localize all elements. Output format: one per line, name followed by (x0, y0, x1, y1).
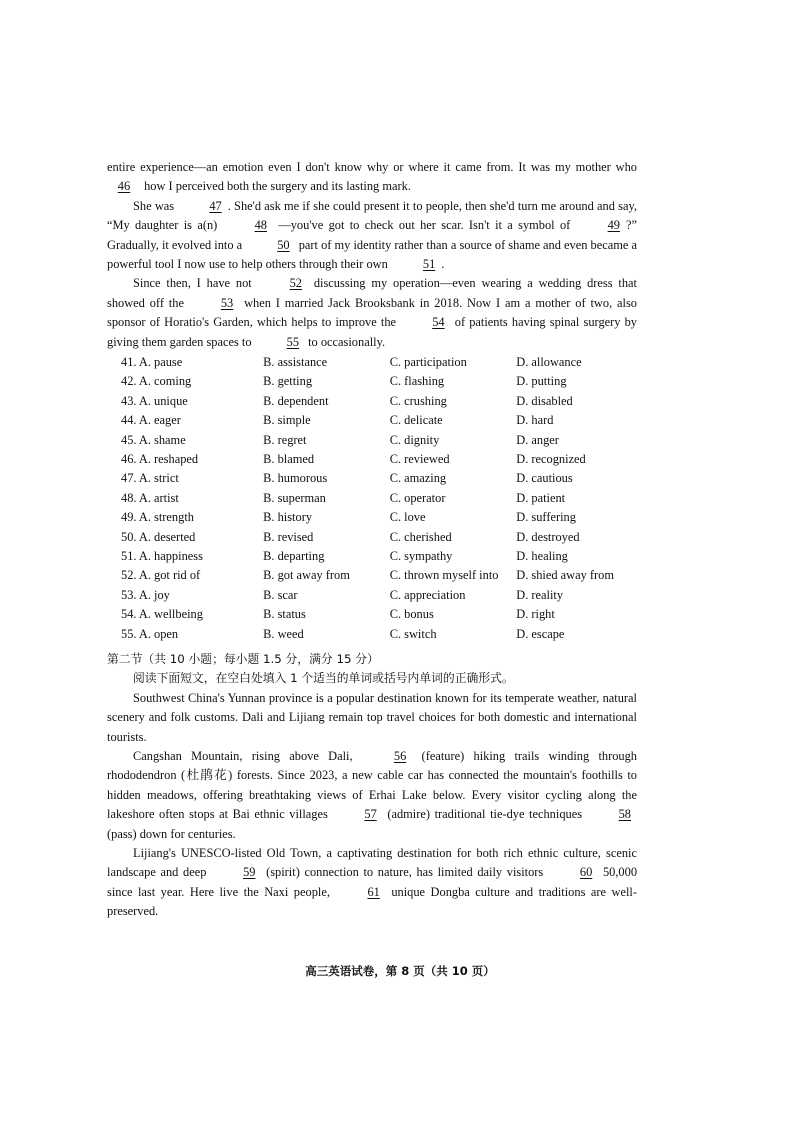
option-row (121, 372, 637, 391)
answer-blank: 56 (393, 748, 407, 763)
page-content (107, 158, 637, 922)
option-d: D. putting (516, 374, 567, 389)
option-row (121, 547, 637, 566)
option-b: B. scar (263, 587, 298, 602)
option-row (121, 605, 637, 624)
option-a: 51. A. happiness (121, 548, 203, 563)
answer-blank: 60 (579, 865, 593, 880)
answer-blank: 47 (209, 198, 222, 213)
option-a: 53. A. joy (121, 587, 170, 602)
option-row (121, 469, 637, 488)
answer-blank: 52 (289, 276, 302, 291)
option-c: C. dignity (389, 432, 440, 447)
option-c: C. appreciation (389, 587, 466, 602)
option-b: B. weed (263, 626, 304, 641)
option-row (121, 625, 637, 644)
option-a: 52. A. got rid of (121, 568, 201, 583)
option-d: D. suffering (516, 510, 576, 525)
option-b: B. regret (263, 432, 307, 447)
option-row (121, 586, 637, 605)
answer-blank: 51 (422, 257, 436, 272)
option-b: B. revised (263, 529, 314, 544)
passage-paragraph: Cangshan Mountain, rising above Dali, 56 (feature) hiking trails winding through rhododendron (杜鹃花) forests. Since 2023, a new cable car has connected the mountain's foothills to hidden meadows, offering breathtaking views of Erhai Lake below. Every visitor cycling along the lakeshore often stops at Bai ethnic villages 57 (admire) traditional tie-dye techniques 58 (pass) down for centuries. (107, 748, 637, 841)
passage-paragraph: Lijiang's UNESCO-listed Old Town, a captivating destination for both rich ethnic culture, scenic landscape and deep 59 (spirit) connection to nature, has limited daily visitors 60 50,000 since last year. Here live the Naxi people, 61 unique Dongba culture and traditions are well-preserved. (107, 845, 638, 919)
passage-paragraph: entire experience—an emotion even I don't know why or where it came from. It was my mother who 46 how I perceived both the surgery and its lasting mark. (107, 158, 637, 197)
option-c: C. flashing (389, 374, 445, 389)
options-table (121, 353, 637, 644)
option-d: D. shied away from (516, 568, 614, 583)
option-d: D. recognized (516, 452, 586, 467)
option-b: B. getting (263, 374, 313, 389)
option-d: D. hard (516, 413, 554, 428)
option-b: B. dependent (263, 393, 329, 408)
option-c: C. thrown myself into (389, 568, 499, 583)
option-row (121, 508, 637, 527)
option-b: B. humorous (263, 471, 328, 486)
passage-paragraph: Since then, I have not 52 discussing my operation—even wearing a wedding dress that showed off the 53 when I married Jack Brooksbank in 2018. Now I am a mother of two, also sponsor of Horatio's Garden, which helps to improve the 54 of patients having spinal surgery by giving them garden spaces to 55 to occasionally. (107, 274, 637, 352)
option-a: 46. A. reshaped (121, 452, 199, 467)
section-instruction: 阅读下面短文，在空白处填入 1 个适当的单词或括号内单词的正确形式。 (133, 671, 514, 686)
passage-paragraph: Southwest China's Yunnan province is a popular destination known for its temperate weather, natural scenery and folk customs. Dali and Lijiang remain top travel choices for both domestic and international tourists. (107, 690, 637, 744)
option-b: B. status (263, 607, 306, 622)
option-c: C. cherished (389, 529, 452, 544)
answer-blank: 57 (364, 807, 377, 822)
answer-blank: 46 (117, 179, 131, 194)
option-d: D. healing (516, 548, 568, 563)
answer-blank: 53 (220, 295, 234, 310)
option-a: 48. A. artist (121, 490, 179, 505)
option-row (121, 528, 637, 547)
answer-blank: 49 (607, 218, 620, 233)
option-a: 42. A. coming (121, 374, 192, 389)
option-b: B. history (263, 510, 313, 525)
option-a: 49. A. strength (121, 510, 194, 525)
option-c: C. crushing (389, 393, 447, 408)
option-b: B. assistance (263, 355, 328, 370)
option-d: D. escape (516, 626, 565, 641)
option-a: 43. A. unique (121, 393, 188, 408)
option-d: D. destroyed (516, 529, 580, 544)
option-a: 47. A. strict (121, 471, 179, 486)
option-a: 44. A. eager (121, 413, 181, 428)
option-b: B. simple (263, 413, 311, 428)
option-c: C. sympathy (389, 548, 453, 563)
page-footer: 高三英语试卷，第 8 页（共 10 页） (305, 964, 495, 978)
option-d: D. allowance (516, 355, 582, 370)
answer-blank: 59 (243, 865, 256, 880)
option-row (121, 431, 637, 450)
answer-blank: 61 (367, 884, 380, 899)
option-a: 55. A. open (121, 626, 179, 641)
option-d: D. reality (516, 587, 564, 602)
option-row (121, 392, 637, 411)
option-d: D. patient (516, 490, 566, 505)
option-row (121, 411, 637, 430)
option-a: 45. A. shame (121, 432, 186, 447)
option-a: 54. A. wellbeing (121, 607, 203, 622)
answer-blank: 58 (618, 807, 631, 822)
option-a: 50. A. deserted (121, 529, 196, 544)
option-c: C. participation (389, 355, 467, 370)
passage-paragraph: She was 47 . She'd ask me if she could present it to people, then she'd turn me around and say, “My daughter is a(n) 48 —you've got to check out her scar. Isn't it a symbol of 49 ?” Gradually, it evolved into a 50 part of my identity rather than a source of shame and even became a powerful tool I now use to help others through their own 51 . (107, 197, 637, 275)
option-c: C. amazing (389, 471, 447, 486)
option-b: B. superman (263, 490, 326, 505)
option-b: B. got away from (263, 568, 350, 583)
option-c: C. switch (389, 626, 437, 641)
option-row (121, 566, 637, 585)
option-b: B. departing (263, 548, 325, 563)
answer-blank: 54 (432, 315, 445, 330)
option-b: B. blamed (263, 452, 315, 467)
option-c: C. love (389, 510, 426, 525)
option-c: C. operator (389, 490, 446, 505)
option-d: D. cautious (516, 471, 573, 486)
option-c: C. reviewed (389, 452, 450, 467)
answer-blank: 50 (277, 237, 290, 252)
option-row (121, 353, 637, 372)
section-heading: 第二节（共 10 小题；每小题 1.5 分，满分 15 分） (107, 651, 379, 666)
answer-blank: 55 (286, 334, 300, 349)
option-row (121, 489, 637, 508)
option-c: C. bonus (389, 607, 434, 622)
option-d: D. right (516, 607, 555, 622)
option-d: D. disabled (516, 393, 573, 408)
answer-blank: 48 (254, 218, 267, 233)
option-d: D. anger (516, 432, 559, 447)
option-a: 41. A. pause (121, 355, 183, 370)
option-row (121, 450, 637, 469)
option-c: C. delicate (389, 413, 443, 428)
